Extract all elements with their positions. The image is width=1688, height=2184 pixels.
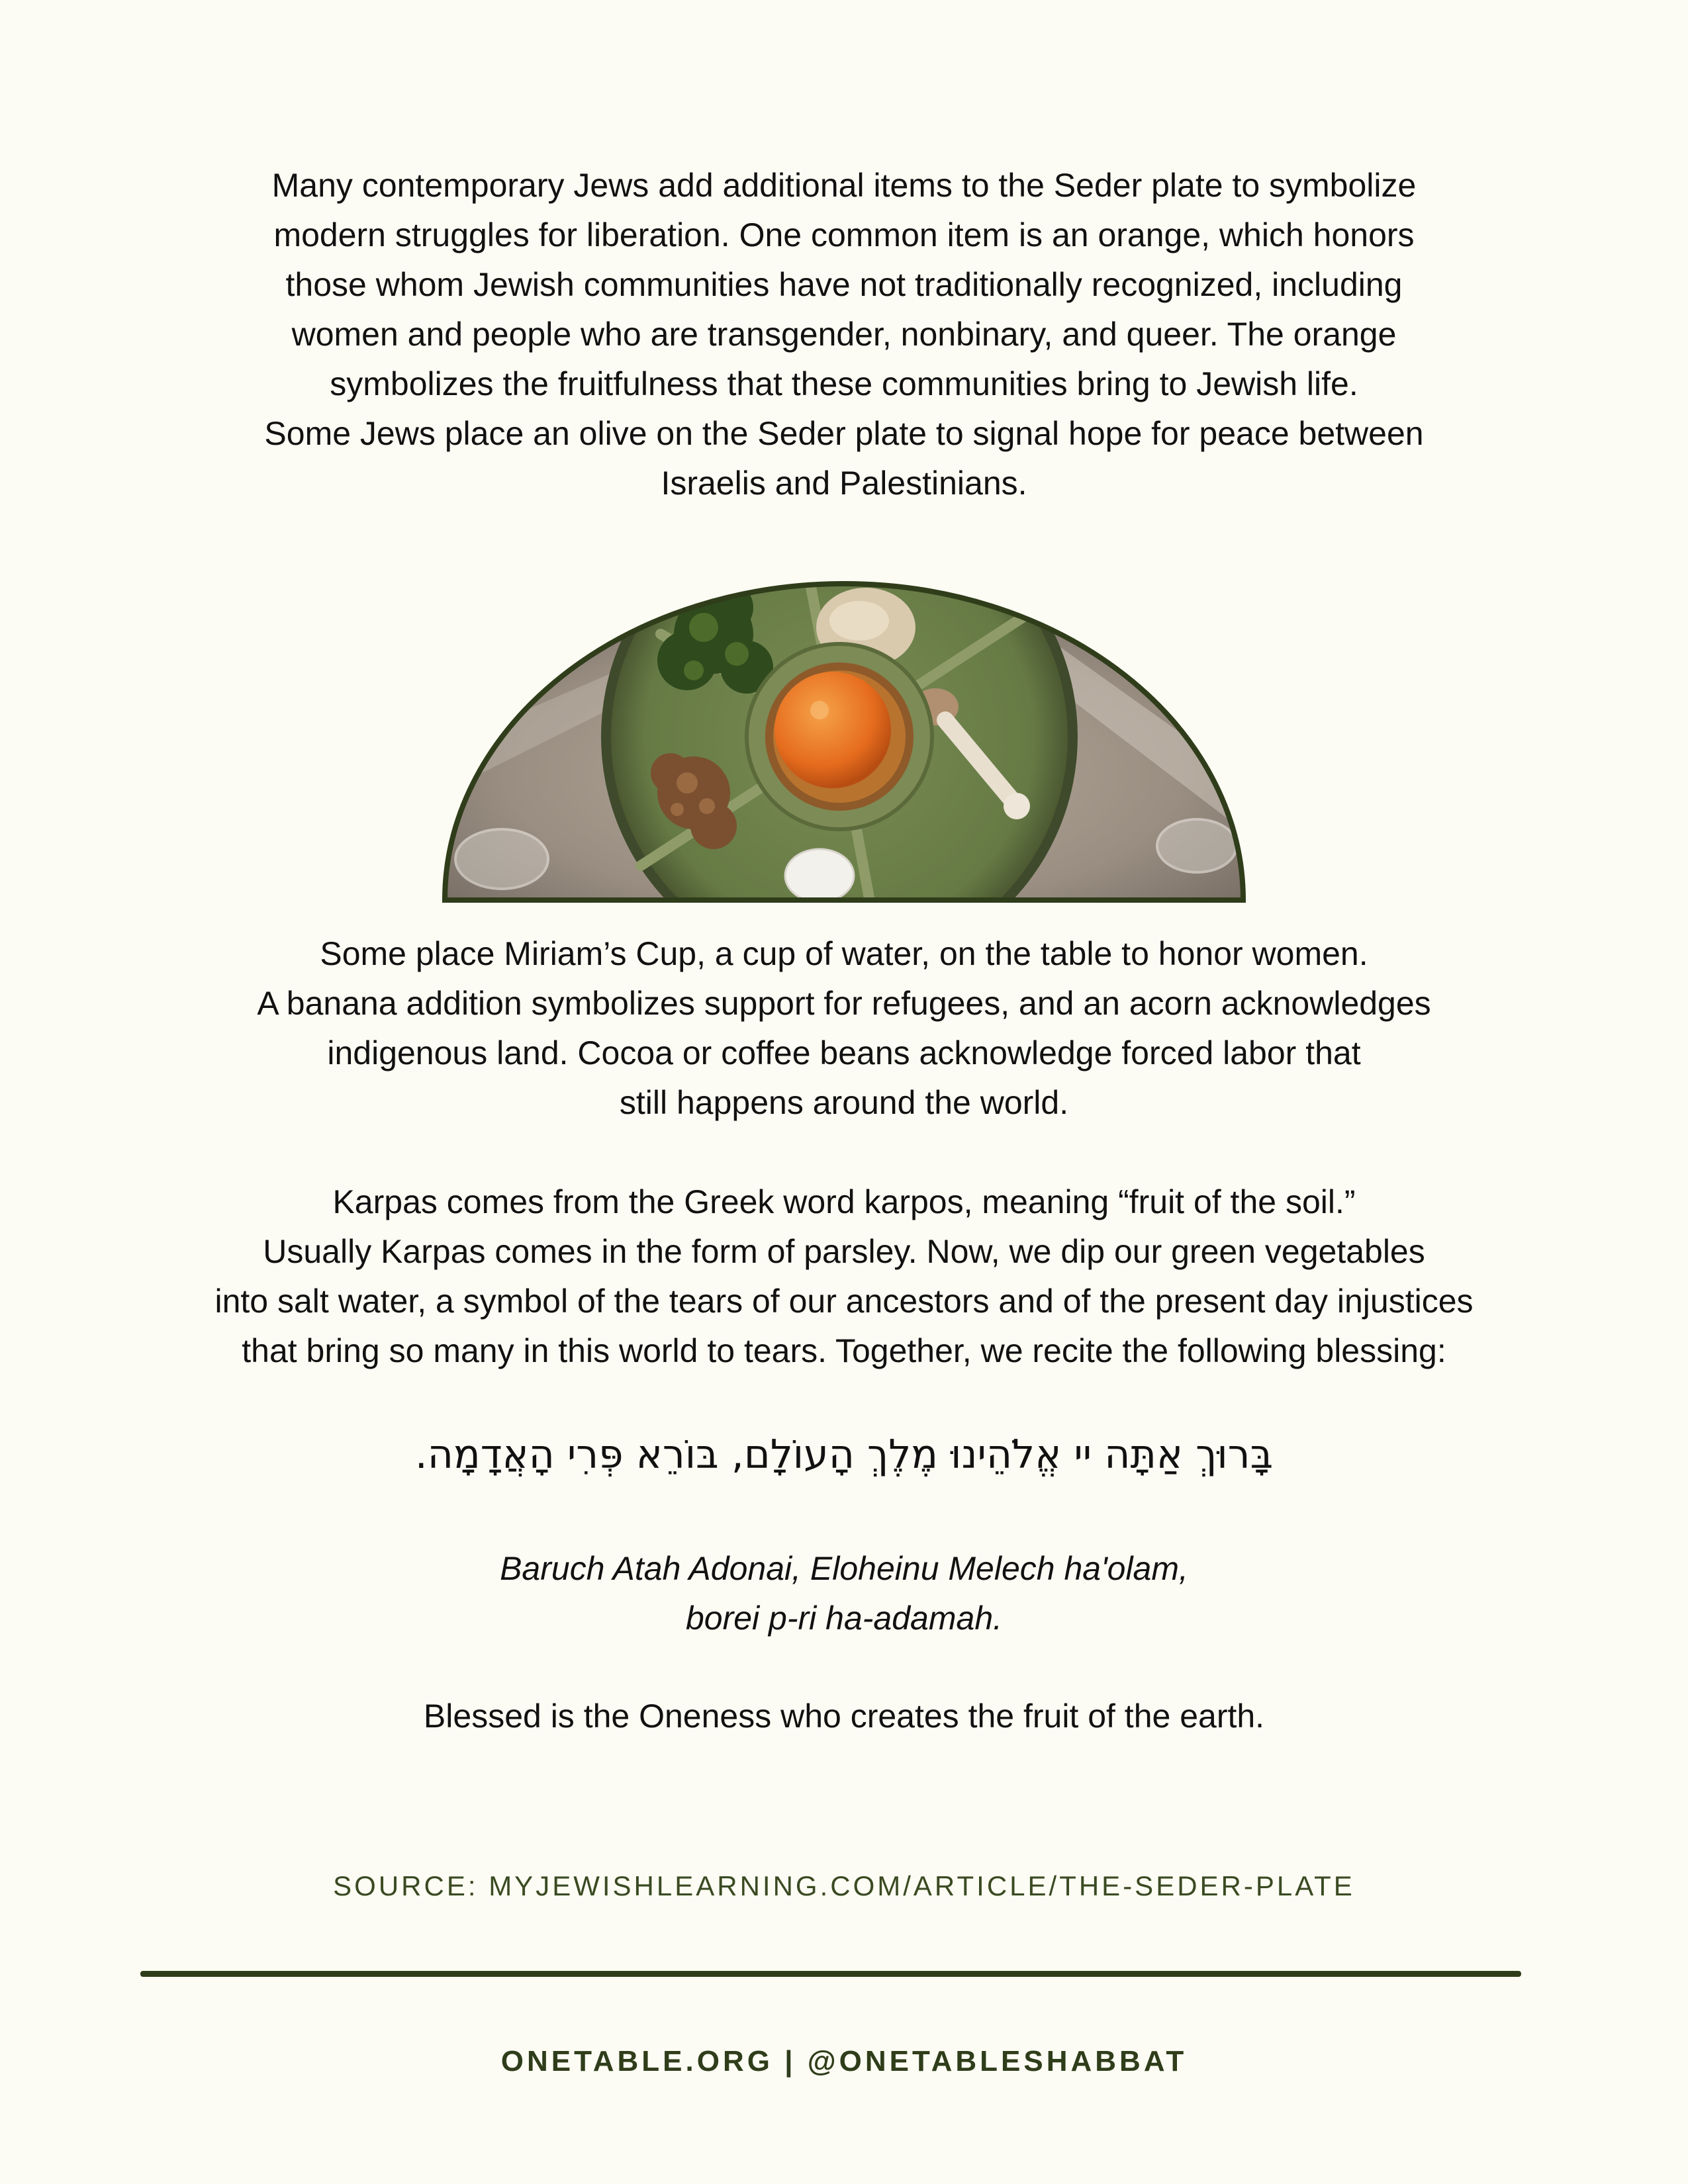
additions-line: A banana addition symbolizes support for refugees, and an acorn acknowledges: [257, 985, 1431, 1022]
transliteration: [0, 1544, 1688, 1643]
source-citation: SOURCE: MYJEWISHLEARNING.COM/ARTICLE/THE-SEDER-PLATE: [333, 1870, 1355, 1901]
karpas-line: Karpas comes from the Greek word karpos, meaning “fruit of the soil.”: [332, 1183, 1356, 1220]
intro-line: modern struggles for liberation. One common item is an orange, which honors: [273, 216, 1415, 253]
karpas-line: into salt water, a symbol of the tears of our ancestors and of the present day injustices: [214, 1283, 1474, 1320]
intro-paragraph: [0, 161, 1688, 508]
english-blessing: Blessed is the Oneness who creates the fruit of the earth.: [423, 1698, 1265, 1735]
karpas-line: that bring so many in this world to tears. Together, we recite the following blessing:: [242, 1332, 1446, 1369]
footer-divider: [140, 1971, 1521, 1977]
footer-credits: ONETABLE.ORG | @ONETABLESHABBAT: [500, 2045, 1188, 2077]
intro-line: Many contemporary Jews add additional items to the Seder plate to symbolize: [271, 167, 1417, 204]
transliteration-line: borei p-ri ha-adamah.: [685, 1600, 1003, 1637]
karpas-line: Usually Karpas comes in the form of parsley. Now, we dip our green vegetables: [263, 1233, 1425, 1270]
seder-plate-photo: [442, 581, 1246, 903]
intro-line: women and people who are transgender, nonbinary, and queer. The orange: [291, 316, 1397, 353]
intro-line: those whom Jewish communities have not traditionally recognized, including: [285, 266, 1403, 303]
intro-line: Israelis and Palestinians.: [661, 465, 1027, 502]
additions-paragraph: [0, 929, 1688, 1128]
karpas-paragraph: [0, 1177, 1688, 1376]
intro-line: Some Jews place an olive on the Seder plate to signal hope for peace between: [264, 415, 1424, 452]
additions-line: still happens around the world.: [619, 1084, 1069, 1121]
hebrew-blessing: בָּרוּךְ אַתָּה יי אֱלֹהֵינוּ מֶלֶךְ הָעוֹלָם, בּוֹרֵא פְּרִי הָאֲדָמָה.: [414, 1432, 1274, 1478]
additions-line: indigenous land. Cocoa or coffee beans acknowledge forced labor that: [327, 1034, 1361, 1071]
intro-line: symbolizes the fruitfulness that these communities bring to Jewish life.: [330, 365, 1358, 402]
additions-line: Some place Miriam’s Cup, a cup of water, on the table to honor women.: [320, 935, 1368, 972]
transliteration-line: Baruch Atah Adonai, Eloheinu Melech ha'olam,: [500, 1550, 1188, 1587]
